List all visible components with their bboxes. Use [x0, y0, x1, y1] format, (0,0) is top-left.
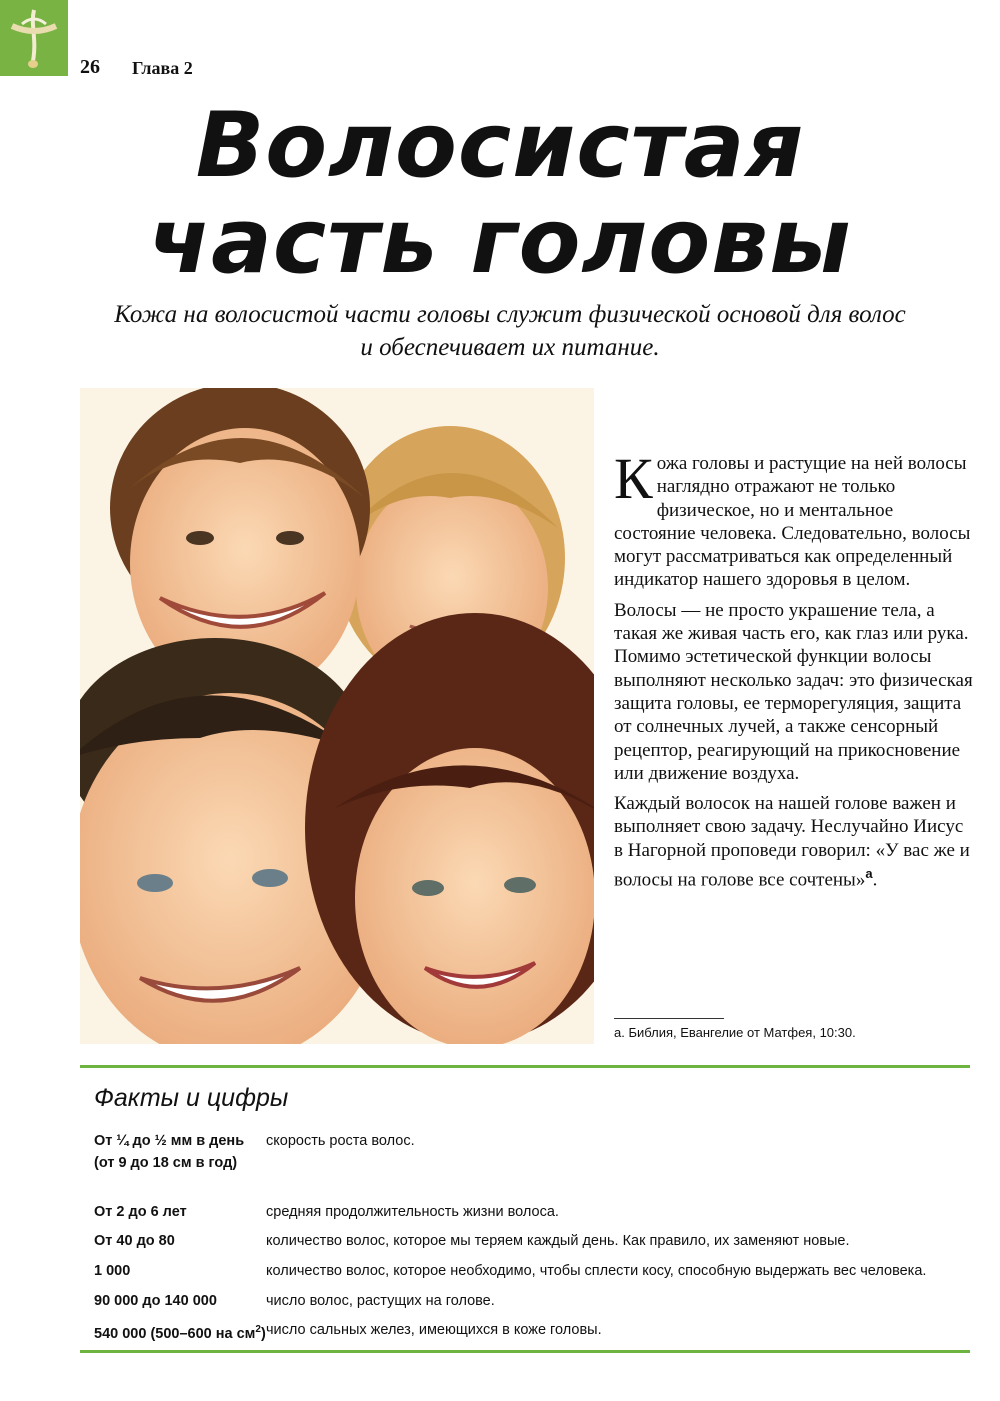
family-photo: [80, 388, 594, 1044]
fact-value: количество волос, которое мы теряем каждый день. Как правило, их заменяют новые.: [266, 1233, 850, 1249]
fact-key-sup: 2: [255, 1324, 261, 1335]
subtitle-line-2: и обеспечивает их питание.: [360, 334, 660, 361]
facts-title: Факты и цифры: [94, 1084, 289, 1112]
footnote: а. Библия, Евангелие от Матфея, 10:30.: [614, 1025, 856, 1040]
fact-key-end: ): [260, 1325, 266, 1342]
paragraph-1-text: ожа головы и растущие на ней волосы наглядно отражают не только физическое, но и ментальное состояние человека. Следовательно, волосы могут рассматриваться как определенный индикатор нашего здоровья в целом.: [614, 453, 971, 591]
fact-key: 90 000 до 140 000: [94, 1293, 217, 1309]
title-line-1: Волосистая: [195, 93, 805, 198]
fact-key-line-1: От ¼ до ½ мм в день: [94, 1133, 245, 1149]
fact-key: От 40 до 80: [94, 1233, 175, 1249]
lead-subtitle: [60, 298, 960, 364]
fact-key: 1 000: [94, 1263, 131, 1279]
paragraph-3-text: Каждый волосок на нашей голове важен и выполняет свою задачу. Неслучайно Иисус в Нагорной проповеди говорил: «У вас же и волосы на голове все сочтены»: [614, 793, 970, 891]
fact-key: [94, 1319, 269, 1345]
page-title: [0, 93, 1000, 294]
fact-key-line-2: (от 9 до 18 см в год): [94, 1155, 238, 1171]
fact-value: число сальных желез, имеющихся в коже головы.: [266, 1322, 602, 1338]
paragraph-1: [614, 446, 976, 592]
title-line-2: часть головы: [148, 189, 852, 294]
drop-cap: К: [614, 446, 653, 511]
fact-key-text: 540 000 (500–600 на см: [94, 1325, 256, 1342]
fact-value: число волос, растущих на голове.: [266, 1293, 495, 1309]
footnote-divider: [614, 1018, 724, 1019]
paragraph-3: [614, 792, 976, 892]
facts-top-rule: [80, 1065, 970, 1068]
fact-key: [94, 1130, 264, 1174]
subtitle-line-1: Кожа на волосистой части головы служит физической основой для волос: [114, 301, 906, 328]
chapter-label: Глава 2: [132, 58, 193, 78]
paragraph-3-end: .: [872, 869, 878, 891]
fact-value: средняя продолжительность жизни волоса.: [266, 1204, 559, 1220]
fact-key: От 2 до 6 лет: [94, 1204, 187, 1220]
chapter-corner-badge: [0, 0, 68, 76]
hair-follicle-icon: [8, 6, 60, 70]
facts-bottom-rule: [80, 1350, 970, 1353]
fact-value: скорость роста волос.: [266, 1133, 415, 1149]
fact-value: количество волос, которое необходимо, чтобы сплести косу, способную выдержать вес человека.: [266, 1263, 927, 1279]
page-number: 26: [80, 56, 100, 78]
paragraph-2: Волосы — не просто украшение тела, а такая же живая часть его, как глаз или рука. Помимо эстетической функции волосы выполняют несколько задач: это физическая защита головы, ее терморегуляция, защита от солнечных лучей, а также сенсорный рецептор, реагирующий на прикосновение или движение воздуха.: [614, 599, 973, 784]
article-body: [614, 446, 976, 899]
footnote-ref: а: [865, 866, 873, 882]
